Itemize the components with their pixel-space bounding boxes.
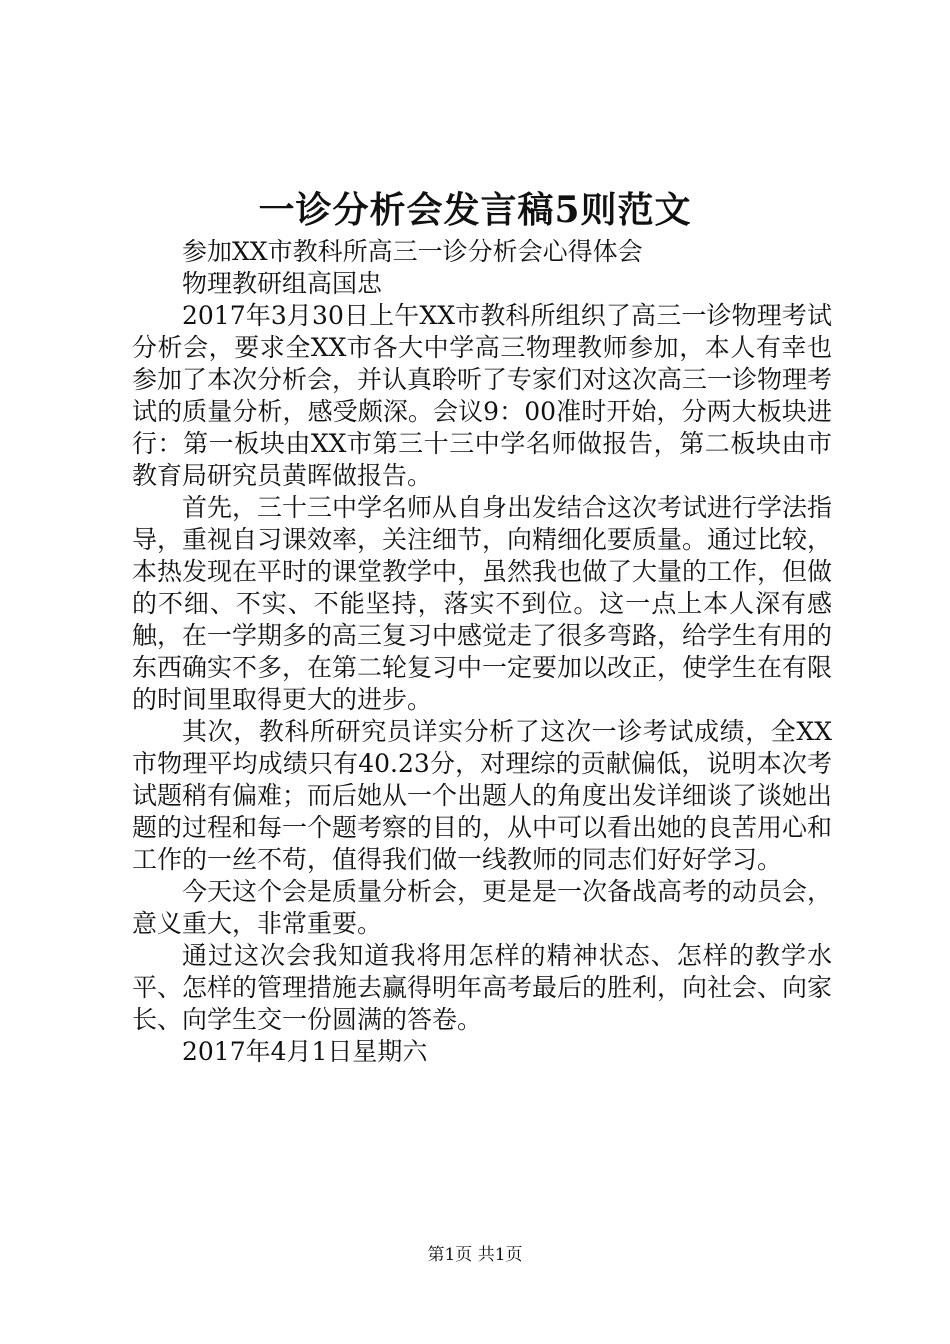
paragraph: 首先，三十三中学名师从自身出发结合这次考试进行学法指导，重视自习课效率，关注细节，向精细化要质量。通过比较，本热发现在平时的课堂教学中，虽然我也做了大量的工作，但做的不细、不实、不能坚持，落实不到位。这一点上本人深有感触，在一学期多的高三复习中感觉走了很多弯路，给学生有用的东西确实不多，在第二轮复习中一定要加以改正，使学生在有限的时间里取得更大的进步。 xyxy=(132,493,833,714)
date-line: 2017年4月1日星期六 xyxy=(182,1037,428,1066)
document-body xyxy=(132,236,832,1068)
paragraph: 其次，教科所研究员详实分析了这次一诊考试成绩，全XX市物理平均成绩只有40.23分，对理综的贡献偏低，说明本次考试题稍有偏难；而后她从一个出题人的角度出发详细谈了谈她出题的过程和每一个题考察的目的，从中可以看出她的良苦用心和工作的一丝不苟，值得我们做一线教师的同志们好好学习。 xyxy=(132,717,833,874)
document-title: 一诊分析会发言稿5则范文 xyxy=(258,189,692,231)
page-footer: 第1页 共1页 xyxy=(427,1245,523,1265)
paragraph: 今天这个会是质量分析会，更是是一次备战高考的动员会，意义重大，非常重要。 xyxy=(132,877,833,938)
paragraph: 通过这次会我知道我将用怎样的精神状态、怎样的教学水平、怎样的管理措施去赢得明年高考最后的胜利，向社会、向家长、向学生交一份圆满的答卷。 xyxy=(132,941,833,1034)
subtitle-line: 参加XX市教科所高三一诊分析会心得体会 xyxy=(182,237,643,266)
paragraph: 2017年3月30日上午XX市教科所组织了高三一诊物理考试分析会，要求全XX市各大中学高三物理教师参加，本人有幸也参加了本次分析会，并认真聆听了专家们对这次高三一诊物理考试的质量分析，感受颇深。会议9：00准时开始，分两大板块进行：第一板块由XX市第三十三中学名师做报告，第二板块由市教育局研究员黄晖做报告。 xyxy=(132,301,833,490)
author-line: 物理教研组高国忠 xyxy=(182,269,383,298)
